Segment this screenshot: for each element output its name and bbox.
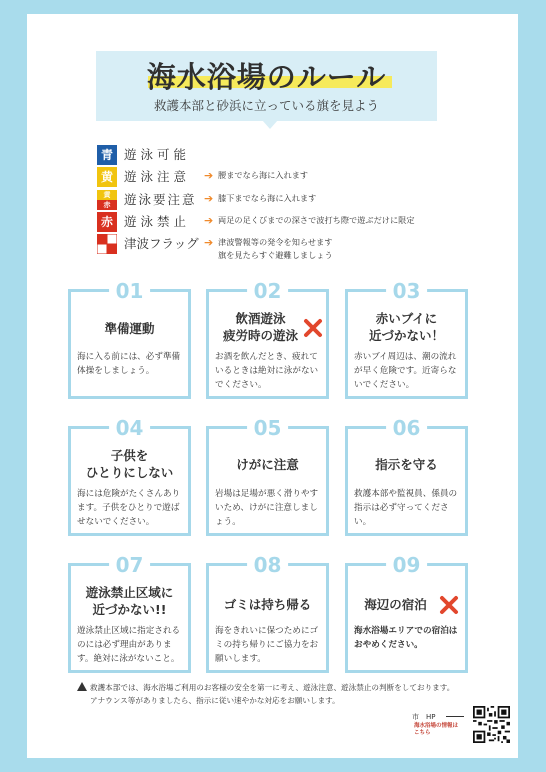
cross-icon <box>439 595 459 615</box>
arrow-icon: ➔ <box>204 214 214 227</box>
title-pointer <box>262 120 278 129</box>
qr-code-icon[interactable] <box>473 706 510 743</box>
page-subtitle: 救護本部と砂浜に立っている旗を見よう <box>153 98 379 113</box>
page-title: 海水浴場のルール <box>146 60 387 94</box>
tsunami-flag-icon <box>97 234 117 254</box>
rule-title: 赤いブイに 近づかない！ <box>368 311 444 343</box>
flag-name: 遊泳注意 <box>124 169 191 184</box>
flag-bottom-glyph: 赤 <box>97 200 117 210</box>
flag-name: 遊泳要注意 <box>124 192 197 207</box>
rule-body: 岩場は足場が悪く滑りやすいため、けがに注意しましょう。 <box>215 489 319 527</box>
footer-note <box>78 681 478 707</box>
yellow-flag-icon: 黄 <box>97 167 117 187</box>
flag-top-glyph: 黄 <box>97 190 117 200</box>
flag-desc: 旗を見たらすぐ避難しましょう <box>218 250 333 260</box>
flag-desc: 津波警報等の発令を知らせます <box>218 237 333 247</box>
rule-title: 子供を ひとりにしない <box>85 448 174 480</box>
blue-flag-icon: 青 <box>97 145 117 165</box>
rule-body: 海には危険がたくさんあります。子供をひとりで遊ばせないでください。 <box>77 489 181 527</box>
cross-icon <box>303 318 323 338</box>
rule-title: 海辺の宿泊 <box>364 597 427 612</box>
footer-note-line: 救護本部では、海水浴場ご利用のお客様の安全を第一に考え、遊泳注意、遊泳禁止の判断をしております。 <box>90 683 455 692</box>
rule-number: 06 <box>386 418 428 438</box>
rule-title: 指示を守る <box>375 457 438 472</box>
rule-number: 02 <box>247 281 289 301</box>
rule-card-06 <box>345 416 468 536</box>
rule-card-07 <box>68 553 191 673</box>
rule-body: 赤いブイ周辺は、潮の流れが早く危険です。近寄らないでください。 <box>354 352 457 390</box>
flag-name: 遊泳禁止 <box>124 214 191 229</box>
red-flag-icon: 赤 <box>97 212 117 232</box>
flag-desc: 腰までなら海に入れます <box>218 170 309 180</box>
rule-number: 04 <box>109 418 151 438</box>
rule-body: お酒を飲んだとき、疲れているときは絶対に泳がないでください。 <box>215 352 319 390</box>
rule-body: 救護本部や監視員、係員の指示は必ず守ってください。 <box>354 489 458 527</box>
rule-title: 飲酒遊泳 疲労時の遊泳 <box>222 311 298 343</box>
rule-card-05 <box>206 416 329 536</box>
flag-name: 遊泳可能 <box>124 147 191 162</box>
rule-body: 海をきれいに保つためにゴミの持ち帰りにご協力をお願いします。 <box>215 626 319 664</box>
hp-sub[interactable]: 海水浴場の情報はこちら <box>414 723 459 736</box>
rule-number: 03 <box>386 281 428 301</box>
rule-title: ゴミは持ち帰る <box>223 597 312 612</box>
flag-desc: 膝下までなら海に入れます <box>218 193 317 203</box>
rule-card-09 <box>345 553 468 673</box>
arrow-icon: ➔ <box>204 169 214 182</box>
rule-number: 08 <box>247 555 289 575</box>
rule-card-02 <box>206 279 329 399</box>
hp-label: 市 HP <box>412 713 436 721</box>
rule-title: 遊泳禁止区域に 近づかない!! <box>85 585 174 617</box>
rule-number: 01 <box>109 281 151 301</box>
rule-number: 09 <box>386 555 428 575</box>
flag-name: 津波フラッグ <box>124 236 199 251</box>
flag-desc: 両足の足くびまでの深さで波打ち際で遊ぶだけに限定 <box>218 215 415 225</box>
rule-title: けがに注意 <box>236 457 299 472</box>
rule-body: 遊泳禁止区域に指定されるのには必ず理由があります。絶対に泳がないこと。 <box>77 626 181 664</box>
rule-body: 海水浴場エリアでの宿泊はおやめください。 <box>354 626 458 650</box>
rule-body: 海に入る前には、必ず準備体操をしましょう。 <box>77 352 181 376</box>
footer-note-line: アナウンス等がありましたら、指示に従い速やかな対応をお願いします。 <box>90 696 340 705</box>
arrow-icon: ➔ <box>204 192 214 205</box>
rule-title: 準備運動 <box>104 321 155 336</box>
hp-divider <box>446 716 464 717</box>
rule-number: 07 <box>109 555 151 575</box>
yellow-red-flag-icon <box>97 190 117 210</box>
rule-card-01 <box>68 279 191 399</box>
rule-number: 05 <box>247 418 289 438</box>
rule-card-04 <box>68 416 191 536</box>
arrow-icon: ➔ <box>204 236 214 249</box>
rule-card-08 <box>206 553 329 673</box>
rule-card-03 <box>345 279 468 399</box>
